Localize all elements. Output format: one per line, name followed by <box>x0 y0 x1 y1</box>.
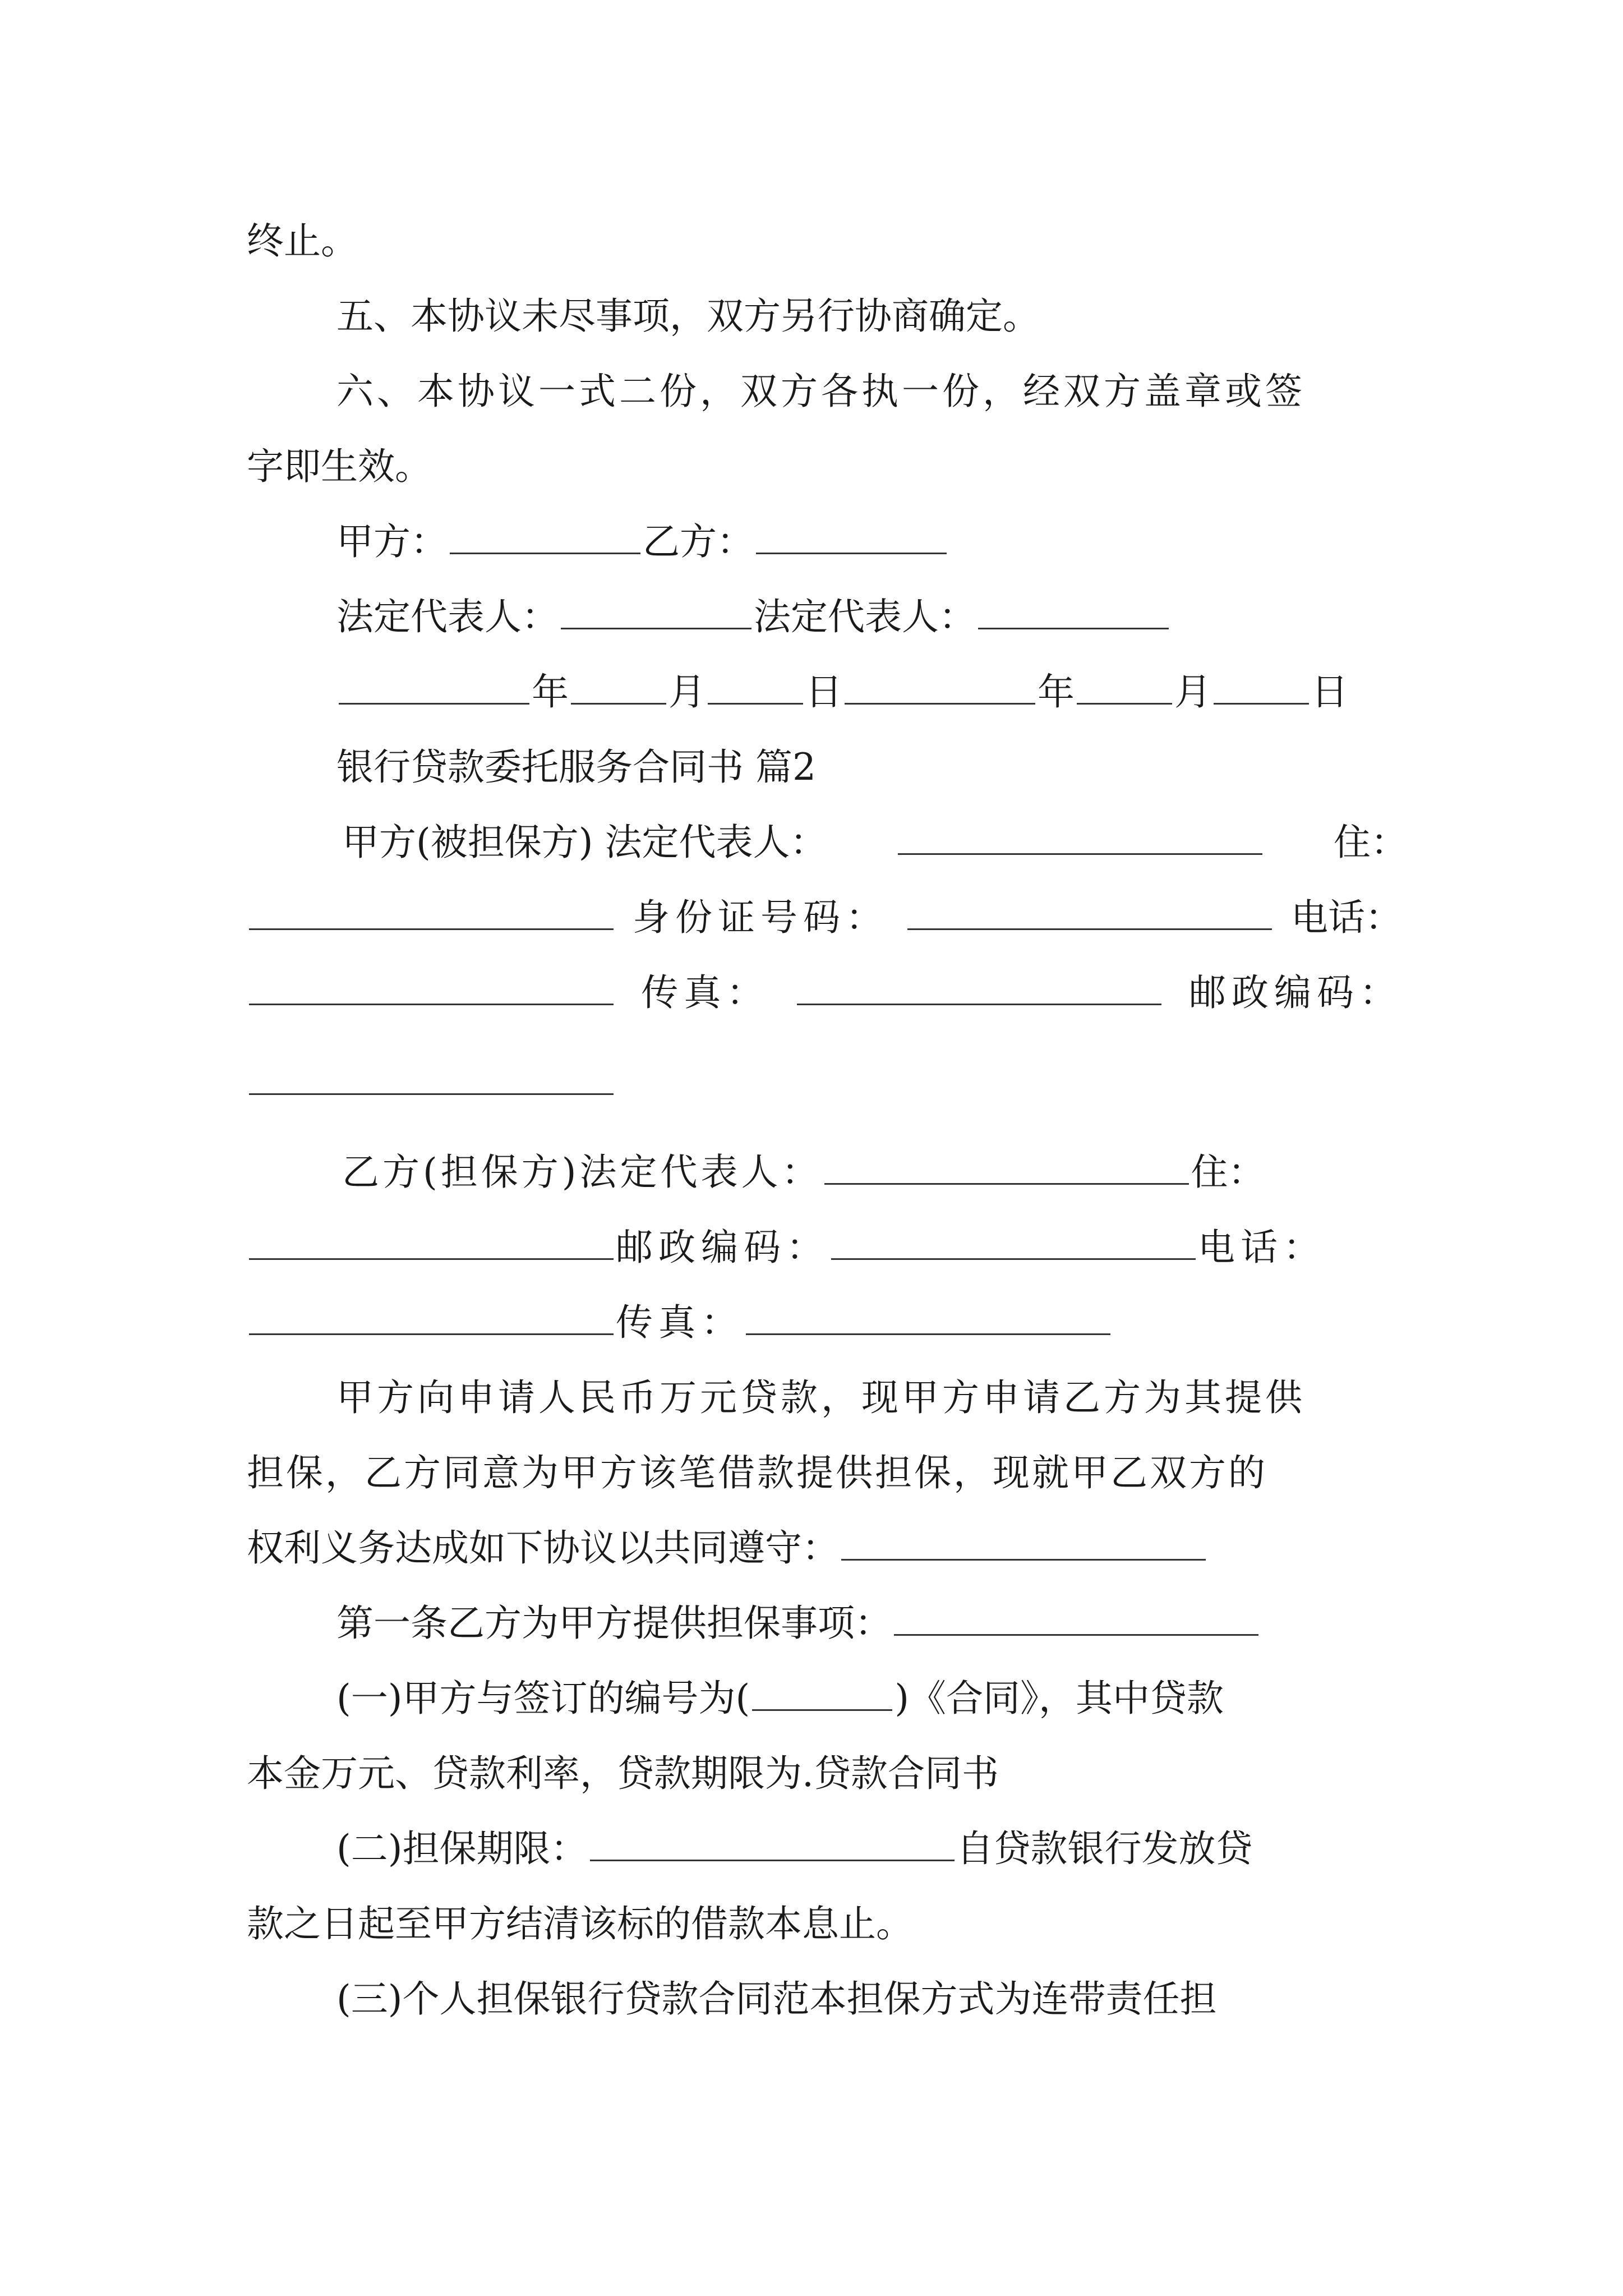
text-line <box>247 1896 1402 1952</box>
party-b-line <box>247 1220 1363 1276</box>
text-line <box>336 1821 1402 1877</box>
blank-field <box>1077 665 1172 705</box>
text-line <box>247 1746 1402 1802</box>
blank-field <box>898 815 1262 855</box>
label: 月 <box>1174 670 1211 714</box>
party-a-line <box>247 965 1402 1021</box>
text: 第一条乙方为甲方提供担保事项： <box>336 1602 892 1645</box>
signature-line-dates <box>336 664 1402 720</box>
text: (二)担保期限： <box>336 1827 588 1870</box>
text: (三)个人担保银行贷款合同范本担保方式为连带责任担 <box>336 1977 1217 2021</box>
label: 年 <box>532 670 569 714</box>
blank-field <box>249 1055 614 1095</box>
blank-field <box>708 665 803 705</box>
blank-field <box>590 1821 955 1861</box>
blank-field <box>1214 665 1309 705</box>
blank-field <box>845 665 1035 705</box>
party-a-line <box>247 890 1402 946</box>
label: 日 <box>805 670 842 714</box>
text-line <box>336 1971 1402 2027</box>
text: 担保，乙方同意为甲方该笔借款提供担保，现就甲乙双方的 <box>247 1451 1267 1494</box>
article-heading <box>336 1595 1402 1651</box>
label: 甲方： <box>336 520 448 563</box>
text-line <box>247 213 1402 269</box>
label: 年 <box>1038 670 1075 714</box>
text-line <box>336 364 1402 420</box>
text-line <box>247 439 1402 495</box>
text-line <box>336 1671 1402 1727</box>
blank-field <box>746 1295 1110 1335</box>
label: 邮政编码： <box>616 1226 829 1269</box>
blank-field <box>249 890 614 930</box>
blank-field <box>831 1220 1196 1260</box>
label: 乙方(担保方)法定代表人： <box>342 1151 822 1194</box>
blank-field <box>249 1295 614 1335</box>
text: 甲方向申请人民币万元贷款，现甲方申请乙方为其提供 <box>336 1376 1306 1419</box>
label: 传真： <box>641 971 769 1014</box>
label: 乙方： <box>643 520 754 563</box>
blank-field <box>561 590 751 629</box>
party-b-line <box>247 1295 1402 1351</box>
blank-field <box>797 965 1161 1005</box>
label: 传真： <box>616 1301 744 1344</box>
blank-field <box>907 890 1272 930</box>
label: 邮政编码： <box>1188 971 1402 1014</box>
label: 住： <box>1333 821 1408 864</box>
blank-field <box>339 665 529 705</box>
text: 自贷款银行发放贷 <box>956 1827 1253 1870</box>
label: 身份证号码： <box>633 896 888 939</box>
section-heading <box>336 739 1402 795</box>
text: 终止。 <box>247 219 358 263</box>
blank-field <box>978 590 1169 629</box>
blank-field <box>841 1521 1206 1561</box>
blank-field <box>756 514 947 554</box>
text: )《合同》，其中贷款 <box>895 1677 1224 1720</box>
label: 甲方(被担保方) 法定代表人： <box>342 821 827 864</box>
blank-field <box>249 1220 614 1260</box>
text: 款之日起至甲方结清该标的借款本息止。 <box>247 1902 913 1945</box>
text: 字即生效。 <box>247 445 432 488</box>
blank-field <box>571 665 666 705</box>
label: 法定代表人： <box>336 595 559 638</box>
party-a-line <box>247 1055 1402 1111</box>
label: 法定代表人： <box>754 595 976 638</box>
label: 住： <box>1191 1151 1265 1194</box>
heading-text: 银行贷款委托服务合同书 篇2 <box>336 746 816 789</box>
text-line <box>247 1520 1402 1576</box>
label: 日 <box>1311 670 1348 714</box>
label: 电话： <box>1291 896 1402 939</box>
signature-line-parties <box>336 514 1402 570</box>
blank-field <box>824 1145 1189 1185</box>
label: 月 <box>668 670 706 714</box>
text: (一)甲方与签订的编号为( <box>336 1677 750 1720</box>
text: 六、本协议一式二份，双方各执一份，经双方盖章或签 <box>336 370 1306 413</box>
text-line <box>336 1370 1402 1426</box>
text: 权利义务达成如下协议以共同遵守： <box>247 1526 839 1570</box>
signature-line-representatives <box>336 589 1402 645</box>
text: 本金万元、贷款利率，贷款期限为.贷款合同书 <box>247 1752 999 1795</box>
party-a-line <box>342 815 1408 871</box>
blank-field <box>752 1671 892 1711</box>
blank-field <box>249 965 614 1005</box>
blank-field <box>894 1596 1258 1636</box>
text-line <box>336 288 1402 344</box>
label: 电话： <box>1198 1226 1326 1269</box>
party-b-line <box>342 1144 1363 1200</box>
text: 五、本协议未尽事项，双方另行协商确定。 <box>336 295 1040 338</box>
text-line <box>247 1445 1402 1501</box>
blank-field <box>450 514 640 554</box>
